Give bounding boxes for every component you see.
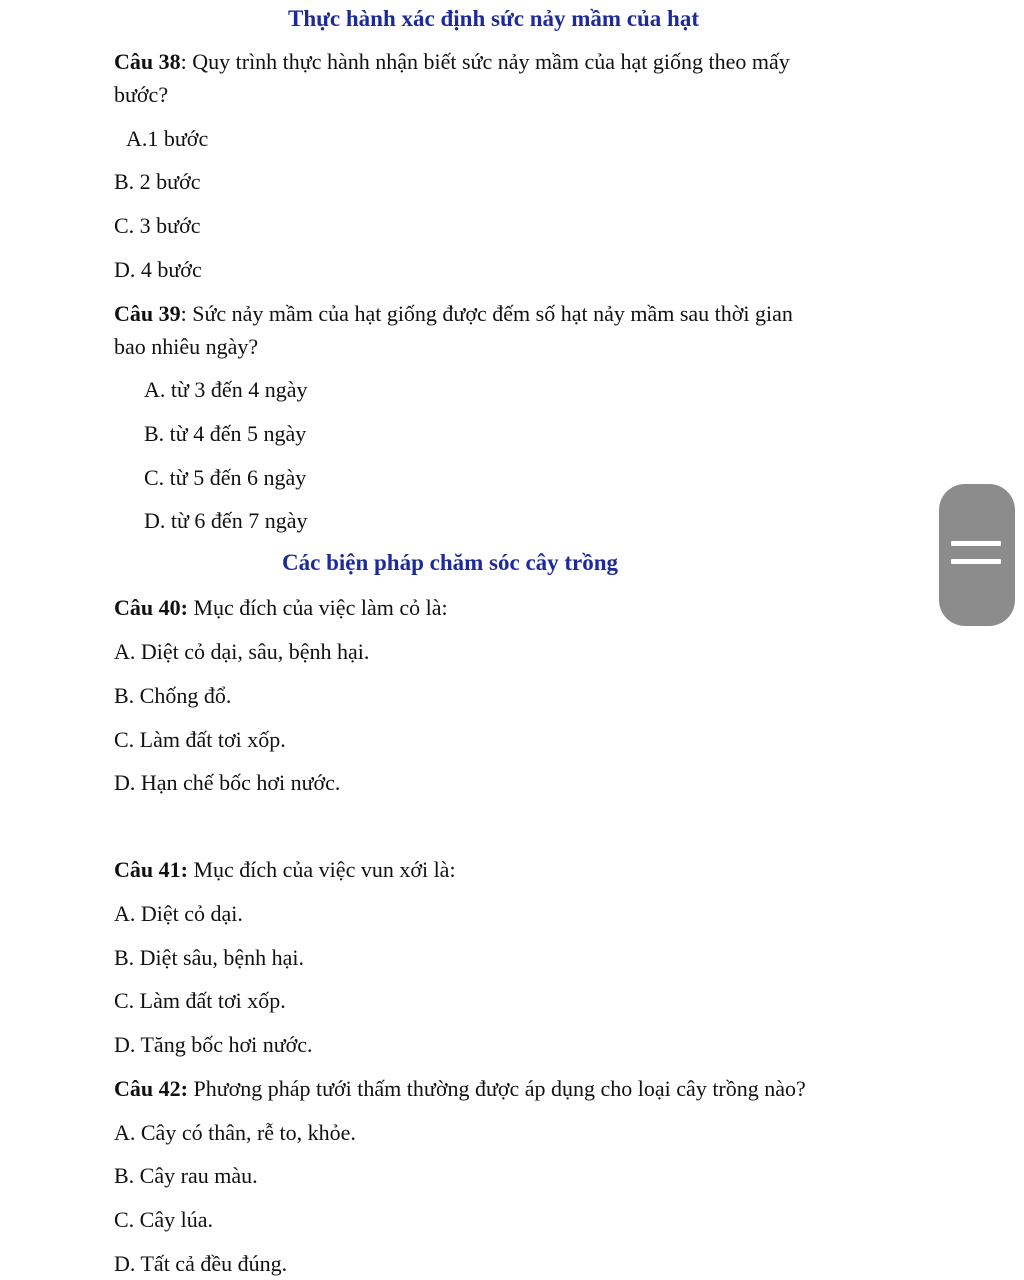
- question-41-option-b: B. Diệt sâu, bệnh hại.: [114, 945, 305, 970]
- question-39-option-b: B. từ 4 đến 5 ngày: [144, 421, 307, 446]
- question-42-option-c: C. Cây lúa.: [114, 1207, 213, 1232]
- question-38-option-a: A.1 bước: [126, 126, 209, 151]
- question-42-text: Phương pháp tưới thấm thường được áp dụng cho loại cây trồng nào?: [187, 1076, 806, 1101]
- question-38-line1: [114, 47, 790, 77]
- question-38-option-d: D. 4 bước: [114, 257, 202, 282]
- question-40-option-a: A. Diệt cỏ dại, sâu, bệnh hại.: [114, 639, 370, 664]
- question-42-option-b: B. Cây rau màu.: [114, 1163, 258, 1188]
- question-40-option-b: B. Chống đổ.: [114, 683, 232, 708]
- question-41-option-d: D. Tăng bốc hơi nước.: [114, 1032, 313, 1057]
- question-40-line1: [114, 593, 448, 623]
- question-42-option-d: D. Tất cả đều đúng.: [114, 1251, 288, 1276]
- question-38-label: Câu 38: [114, 49, 181, 74]
- question-39-text: : Sức nảy mầm của hạt giống được đếm số hạt nảy mầm sau thời gian: [180, 301, 793, 326]
- question-38-option-b: B. 2 bước: [114, 169, 201, 194]
- section-heading-germination: Thực hành xác định sức nảy mầm của hạt: [288, 6, 700, 31]
- question-40-option-d: D. Hạn chế bốc hơi nước.: [114, 770, 341, 795]
- question-41-text: Mục đích của việc vun xới là:: [187, 857, 456, 882]
- question-41-option-a: A. Diệt cỏ dại.: [114, 901, 243, 926]
- question-38-option-c: C. 3 bước: [114, 213, 201, 238]
- question-41-line1: [114, 855, 456, 885]
- question-39-label: Câu 39: [114, 301, 181, 326]
- question-39-line1: [114, 299, 793, 329]
- question-39-line2: bao nhiêu ngày?: [114, 334, 259, 359]
- question-40-text: Mục đích của việc làm cỏ là:: [187, 595, 448, 620]
- fast-scroll-handle[interactable]: [939, 484, 1015, 626]
- question-39-option-a: A. từ 3 đến 4 ngày: [144, 377, 308, 402]
- question-42-label: Câu 42:: [114, 1076, 188, 1101]
- question-40-option-c: C. Làm đất tơi xốp.: [114, 727, 286, 752]
- section-heading-crop-care: Các biện pháp chăm sóc cây trồng: [282, 550, 619, 575]
- question-42-line1: [114, 1074, 806, 1104]
- question-38-text: : Quy trình thực hành nhận biết sức nảy mầm của hạt giống theo mấy: [180, 49, 790, 74]
- question-42-option-a: A. Cây có thân, rễ to, khỏe.: [114, 1120, 356, 1145]
- question-39-option-d: D. từ 6 đến 7 ngày: [144, 508, 308, 533]
- question-40-label: Câu 40:: [114, 595, 188, 620]
- question-41-label: Câu 41:: [114, 857, 188, 882]
- question-38-line2: bước?: [114, 82, 169, 107]
- question-39-option-c: C. từ 5 đến 6 ngày: [144, 465, 307, 490]
- question-41-option-c: C. Làm đất tơi xốp.: [114, 988, 286, 1013]
